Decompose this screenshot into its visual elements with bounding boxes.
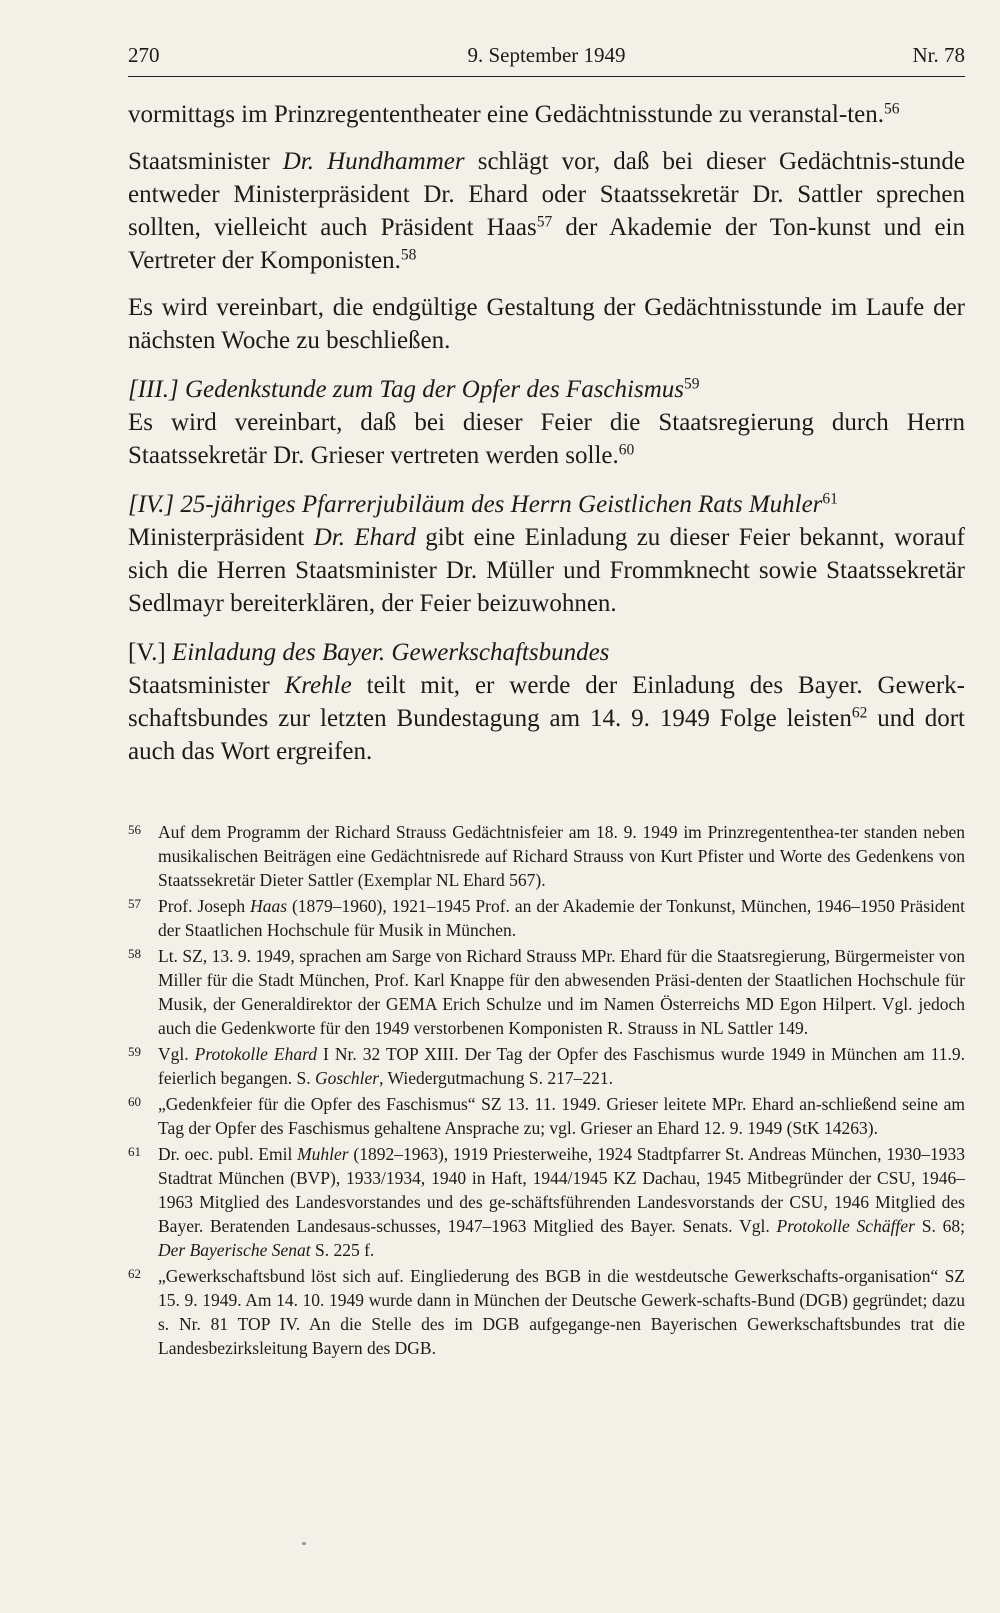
- footnote-number: 61: [128, 1144, 141, 1159]
- paragraph: Es wird vereinbart, die endgültige Gestaltung der Gedächtnisstunde im Laufe der nächsten Woche zu beschließen.: [128, 294, 965, 354]
- footnote: 60 „Gedenkfeier für die Opfer des Faschismus“ SZ 13. 11. 1949. Grieser leitete MPr. Ehard an-schließend seine am Tag der Opfer des Faschismus gehaltene Ansprache zu; vgl. Grieser an Ehard 12. 9. 1949 (StK 14263).: [128, 1094, 965, 1138]
- footnote-number: 57: [128, 896, 141, 911]
- footnote-number: 60: [128, 1094, 141, 1109]
- section-heading: [IV.] 25-jähriges Pfarrerjubiläum des Herrn Geistlichen Rats Muhler$^{61}$: [128, 490, 838, 518]
- footnote: 57 Prof. Joseph Haas (1879–1960), 1921–1945 Prof. an der Akademie der Tonkunst, München, 1946–1950 Präsident der Staatlichen Hochschule für Musik in München.: [128, 896, 965, 940]
- person-name: Dr. Ehard: [313, 524, 416, 551]
- section-heading: [V.] Einladung des Bayer. Gewerkschaftsbundes: [128, 639, 610, 666]
- paragraph: Staatsminister Dr. Hundhammer schlägt vor, daß bei dieser Gedächtnis-stunde entweder Ministerpräsident Dr. Ehard oder Staatssekretär Dr. Sattler sprechen sollten, vielleicht auch Präsident Haas$^{57}$ der Akademie der Ton-kunst und ein Vertreter der Komponisten.$^{58}$: [128, 148, 965, 274]
- footnote-number: 56: [128, 822, 141, 837]
- paragraph: vormittags im Prinzregententheater eine Gedächtnisstunde zu veranstal-ten.$^{56}$: [128, 100, 900, 128]
- header-date: 9. September 1949: [467, 43, 626, 67]
- footnote-ref: 56: [883, 100, 900, 118]
- paragraph: Ministerpräsident Dr. Ehard gibt eine Einladung zu dieser Feier bekannt, worauf sich die Herren Staatsminister Dr. Müller und Frommknecht sowie Staatssekretär Sedlmayr bereiterklären, der Feier beizuwohnen.: [128, 524, 965, 617]
- footnote-ref: 62: [851, 704, 868, 722]
- footnote-number: 58: [128, 946, 141, 961]
- footnote: 58 Lt. SZ, 13. 9. 1949, sprachen am Sarge von Richard Strauss MPr. Ehard für die Staatsregierung, Bürgermeister von Miller für die Stadt München, Prof. Karl Knappe für den abwesenden Präsi-denten der Staatlichen Hochschule für Musik, der Generaldirektor der GEMA Erich Schulze und im Namen Österreichs MD Egon Hilpert. Vgl. jedoch auch die Gedenkworte für den 1949 verstorbenen Komponisten R. Strauss in NL Sattler 149.: [128, 946, 965, 1038]
- person-name: Krehle: [284, 672, 352, 699]
- footnote-ref: 58: [400, 246, 417, 264]
- running-header: [128, 40, 965, 77]
- page-number: 270: [128, 43, 160, 67]
- footnote-ref: 60: [618, 441, 635, 459]
- footnote-ref: 57: [536, 213, 553, 231]
- footnote: 56 Auf dem Programm der Richard Strauss Gedächtnisfeier am 18. 9. 1949 im Prinzregententhea-ter standen neben musikalischen Beiträgen eine Gedächtnisrede auf Richard Strauss von Kurt Pfister und Worte des Gedenkens von Staatssekretär Dieter Sattler (Exemplar NL Ehard 567).: [128, 822, 965, 890]
- issue-number: Nr. 78: [912, 43, 965, 67]
- footnote-number: 62: [128, 1266, 141, 1281]
- footnote-number: 59: [128, 1044, 141, 1059]
- section-heading: [III.] Gedenkstunde zum Tag der Opfer des Faschismus$^{59}$: [128, 375, 700, 403]
- footnote: 61 Dr. oec. publ. Emil Muhler (1892–1963), 1919 Priesterweihe, 1924 Stadtpfarrer St. Andreas München, 1930–1933 Stadtrat München (BVP), 1933/1934, 1940 in Haft, 1944/1945 KZ Dachau, 1945 Mitbegründer der CSU, 1946–1963 Mitglied des Landesvorstandes und des ge-schäftsführenden Landesvorstands der CSU, 1946 Mitglied des Bayer. Beratenden Landesaus-schusses, 1947–1963 Mitglied des Bayer. Senats. Vgl. Protokolle Schäffer S. 68; Der Bayerische Senat S. 225 f.: [128, 1144, 965, 1260]
- footnote: 59 Vgl. Protokolle Ehard I Nr. 32 TOP XIII. Der Tag der Opfer des Faschismus wurde 1949 in München am 11.9. feierlich begangen. S. Goschler, Wiedergutmachung S. 217–221.: [128, 1044, 965, 1088]
- main-text: [128, 98, 965, 768]
- footnote: 62 „Gewerkschaftsbund löst sich auf. Eingliederung des BGB in die westdeutsche Gewerkschafts-organisation“ SZ 15. 9. 1949. Am 14. 10. 1949 wurde dann in München der Deutsche Gewerk-schafts-Bund (DGB) gegründet; dazu s. Nr. 81 TOP IV. An die Stelle des im DGB aufgegange-nen Bayerischen Gewerkschaftsbundes trat die Landesbezirksleitung Bayern des DGB.: [128, 1266, 965, 1358]
- footnote-ref: 59: [683, 375, 700, 393]
- paragraph: Staatsminister Krehle teilt mit, er werde der Einladung des Bayer. Gewerk-schaftsbundes zur letzten Bundestagung am 14. 9. 1949 Folge leisten$^{62}$ und dort auch das Wort ergreifen.: [128, 672, 965, 765]
- person-name: Hundhammer: [327, 148, 465, 175]
- footnotes: [128, 820, 965, 1362]
- footnote-ref: 61: [822, 490, 838, 508]
- paragraph: Es wird vereinbart, daß bei dieser Feier die Staatsregierung durch Herrn Staatssekretär Dr. Grieser vertreten werden solle.$^{60}$: [128, 409, 965, 469]
- print-speck: [302, 1542, 306, 1545]
